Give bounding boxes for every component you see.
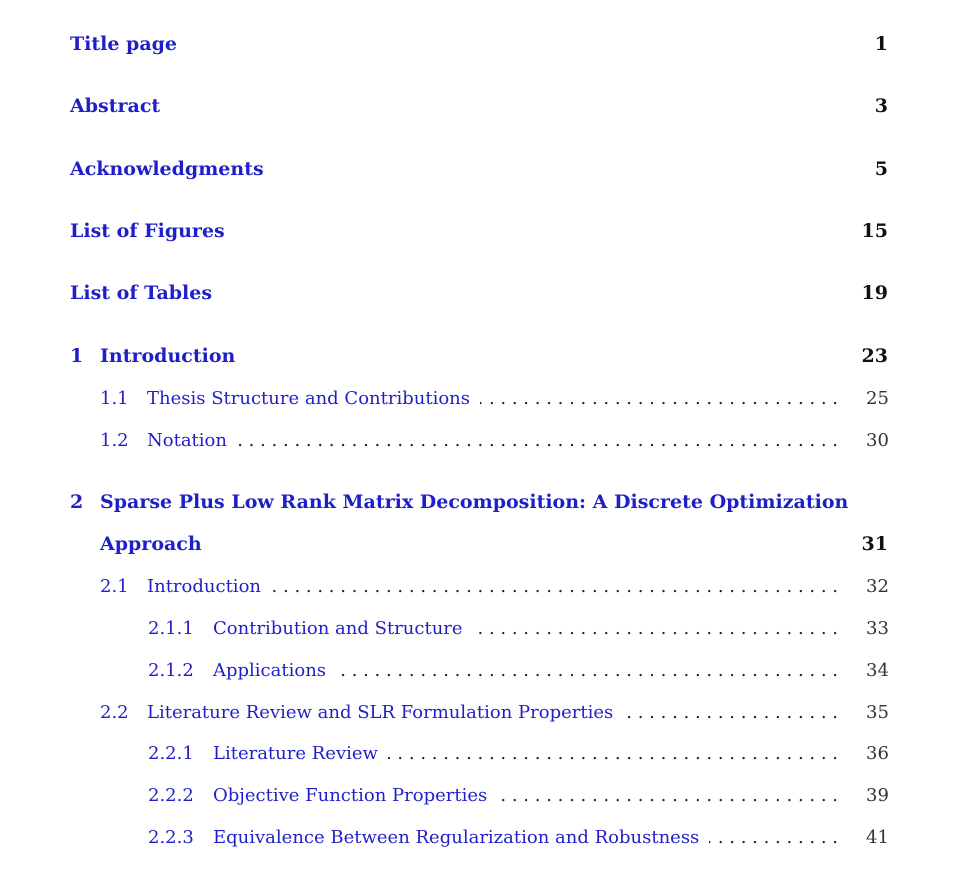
dot-leader [336,660,838,681]
toc-subsection-2-2-1[interactable] [148,743,888,764]
section-title: Thesis Structure and Contributions [147,388,470,409]
chapter-title-line2: Approach [100,533,202,555]
toc-chapter-2-cont[interactable] [100,533,888,555]
chapter-title-line1: Sparse Plus Low Rank Matrix Decomposition: A Discrete Optimization [100,491,849,513]
subsection-page: 41 [866,827,889,848]
section-number: 2.2 [100,702,129,723]
toc-entry-title-page[interactable] [70,33,888,55]
toc-subsection-2-1-1[interactable] [148,618,888,639]
toc-entry-acknowledgments[interactable] [70,158,888,180]
chapter-number: 2 [70,491,84,513]
dot-leader [473,618,838,639]
section-title: Introduction [147,576,261,597]
subsection-title: Equivalence Between Regularization and Robustness [213,827,700,848]
subsection-title: Contribution and Structure [213,618,463,639]
dot-leader [388,743,838,764]
section-page: 35 [866,702,889,723]
dot-leader [623,702,838,723]
toc-entry-list-of-figures[interactable] [70,220,888,242]
subsection-number: 2.2.3 [148,827,194,848]
section-page: 32 [866,576,889,597]
toc-entry-label: Acknowledgments [70,158,264,180]
section-page: 25 [866,388,889,409]
toc-entry-page: 1 [874,33,888,55]
toc-entry-page: 19 [861,282,888,304]
chapter-page: 23 [861,345,888,367]
dot-leader [271,576,838,597]
toc-section-1-2[interactable] [100,430,888,451]
dot-leader [497,785,838,806]
toc-entry-label: Abstract [70,95,161,117]
subsection-number: 2.2.2 [148,785,194,806]
subsection-number: 2.1.1 [148,618,194,639]
toc-chapter-2[interactable] [70,491,888,513]
subsection-page: 36 [866,743,889,764]
chapter-title: Introduction [100,345,236,367]
toc-entry-page: 15 [861,220,888,242]
toc-section-2-2[interactable] [100,702,888,723]
toc-subsection-2-2-2[interactable] [148,785,888,806]
toc-entry-label: List of Tables [70,282,213,304]
toc-section-1-1[interactable] [100,388,888,409]
toc-entry-label: List of Figures [70,220,225,242]
section-title: Literature Review and SLR Formulation Properties [147,702,614,723]
section-page: 30 [866,430,889,451]
toc-chapter-1[interactable] [70,345,888,367]
toc-entry-list-of-tables[interactable] [70,282,888,304]
dot-leader [480,388,838,409]
section-title: Notation [147,430,227,451]
subsection-title: Literature Review [213,743,378,764]
chapter-page: 31 [861,533,888,555]
toc-entry-label: Title page [70,33,178,55]
subsection-number: 2.2.1 [148,743,194,764]
toc-section-2-1[interactable] [100,576,888,597]
chapter-number: 1 [70,345,84,367]
toc-entry-abstract[interactable] [70,95,888,117]
subsection-page: 39 [866,785,889,806]
toc-subsection-2-1-2[interactable] [148,660,888,681]
subsection-title: Applications [213,660,327,681]
subsection-title: Objective Function Properties [213,785,488,806]
section-number: 2.1 [100,576,129,597]
subsection-number: 2.1.2 [148,660,194,681]
subsection-page: 33 [866,618,889,639]
dot-leader [237,430,838,451]
dot-leader [709,827,838,848]
toc-entry-page: 5 [874,158,888,180]
toc-subsection-2-2-3[interactable] [148,827,888,848]
section-number: 1.2 [100,430,129,451]
section-number: 1.1 [100,388,129,409]
toc-entry-page: 3 [874,95,888,117]
subsection-page: 34 [866,660,889,681]
